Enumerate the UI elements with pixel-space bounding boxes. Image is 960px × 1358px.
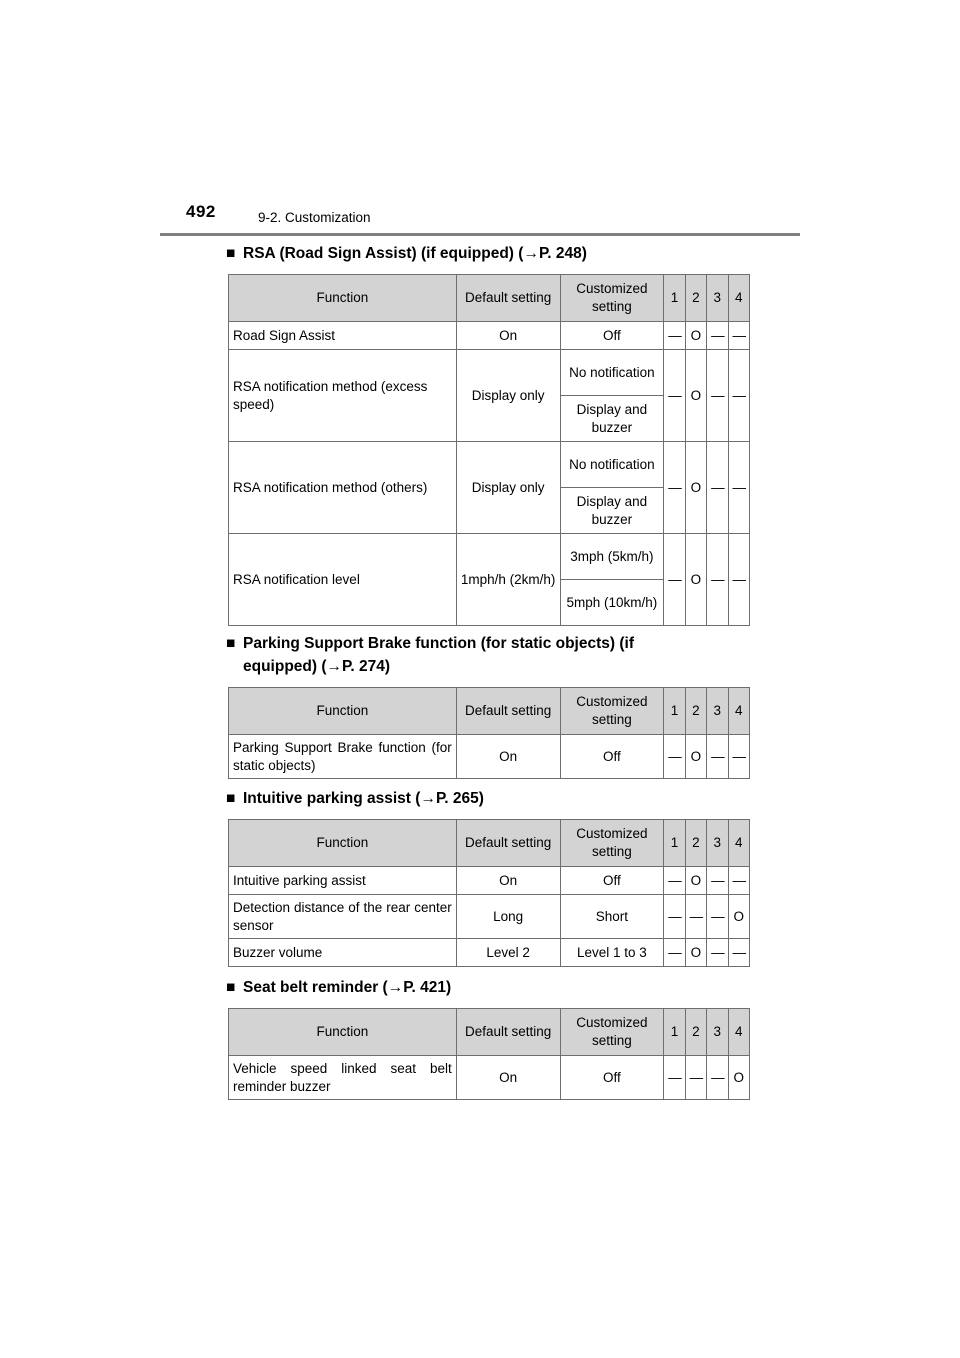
default-cell: On <box>456 322 560 350</box>
customized-cell: Off <box>560 1056 664 1100</box>
mode-cell: — <box>728 867 749 895</box>
mode-cell: — <box>707 735 728 779</box>
col-mode-1: 1 <box>664 1009 685 1056</box>
function-cell: Buzzer volume <box>229 939 457 967</box>
table-row <box>229 350 750 396</box>
col-mode-2: 2 <box>685 1009 706 1056</box>
col-mode-4: 4 <box>728 688 749 735</box>
square-bullet-icon: ■ <box>226 790 236 807</box>
mode-cell: O <box>685 534 706 626</box>
col-mode-3: 3 <box>707 820 728 867</box>
col-mode-2: 2 <box>685 688 706 735</box>
arrow-right-icon: → <box>326 658 343 675</box>
table-header-row <box>229 1009 750 1056</box>
col-customized: Customized setting <box>560 1009 664 1056</box>
mode-cell: O <box>685 442 706 534</box>
customized-cell: 3mph (5km/h) <box>560 534 664 580</box>
col-mode-1: 1 <box>664 275 685 322</box>
mode-cell: — <box>664 350 685 442</box>
default-cell: On <box>456 1056 560 1100</box>
col-function: Function <box>229 1009 457 1056</box>
function-cell: Detection distance of the rear center sensor <box>229 895 457 939</box>
default-cell: Long <box>456 895 560 939</box>
page-number: 492 <box>186 202 216 221</box>
mode-cell: — <box>707 867 728 895</box>
mode-cell: — <box>664 322 685 350</box>
mode-cell: — <box>728 735 749 779</box>
mode-cell: — <box>664 895 685 939</box>
customized-cell: Display and buzzer <box>560 488 664 534</box>
square-bullet-icon: ■ <box>226 635 236 652</box>
table-row <box>229 939 750 967</box>
table-row <box>229 1056 750 1100</box>
mode-cell: — <box>707 322 728 350</box>
mode-cell: — <box>664 939 685 967</box>
customized-cell: 5mph (10km/h) <box>560 580 664 626</box>
customized-cell: Level 1 to 3 <box>560 939 664 967</box>
col-default: Default setting <box>456 275 560 322</box>
col-mode-2: 2 <box>685 275 706 322</box>
table-header-row <box>229 275 750 322</box>
col-function: Function <box>229 820 457 867</box>
mode-cell: — <box>707 442 728 534</box>
customized-cell: No notification <box>560 442 664 488</box>
default-cell: On <box>456 867 560 895</box>
mode-cell: — <box>664 867 685 895</box>
function-cell: RSA notification method (others) <box>229 442 457 534</box>
arrow-right-icon: → <box>420 790 436 807</box>
table-row <box>229 322 750 350</box>
function-cell: Parking Support Brake function (for static objects) <box>229 735 457 779</box>
sbr-heading <box>226 976 451 999</box>
arrow-right-icon: → <box>387 979 404 996</box>
customized-cell: Off <box>560 867 664 895</box>
ipa-title: Intuitive parking assist ( <box>243 790 421 807</box>
col-function: Function <box>229 688 457 735</box>
col-customized: Customized setting <box>560 820 664 867</box>
psb-title-line1: Parking Support Brake function (for static objects) (if <box>243 635 634 652</box>
psb-title-line2: equipped) ( <box>243 658 327 675</box>
mode-cell: O <box>728 895 749 939</box>
function-cell: RSA notification level <box>229 534 457 626</box>
psb-heading <box>226 632 746 678</box>
table-row <box>229 735 750 779</box>
arrow-right-icon: → <box>523 245 539 262</box>
mode-cell: O <box>685 867 706 895</box>
sbr-table <box>228 1008 750 1100</box>
square-bullet-icon: ■ <box>226 979 236 996</box>
mode-cell: — <box>728 322 749 350</box>
col-function: Function <box>229 275 457 322</box>
mode-cell: — <box>707 534 728 626</box>
mode-cell: — <box>664 534 685 626</box>
mode-cell: O <box>685 735 706 779</box>
mode-cell: O <box>685 939 706 967</box>
mode-cell: — <box>728 350 749 442</box>
col-default: Default setting <box>456 820 560 867</box>
customized-cell: Off <box>560 322 664 350</box>
mode-cell: O <box>728 1056 749 1100</box>
mode-cell: — <box>728 939 749 967</box>
mode-cell: — <box>664 1056 685 1100</box>
square-bullet-icon: ■ <box>226 245 236 262</box>
psb-page-ref[interactable]: P. 274) <box>342 658 391 675</box>
function-cell: Road Sign Assist <box>229 322 457 350</box>
table-header-row <box>229 820 750 867</box>
col-mode-4: 4 <box>728 1009 749 1056</box>
table-row <box>229 867 750 895</box>
mode-cell: O <box>685 322 706 350</box>
mode-cell: — <box>685 895 706 939</box>
customized-cell: Display and buzzer <box>560 396 664 442</box>
customized-cell: No notification <box>560 350 664 396</box>
col-default: Default setting <box>456 688 560 735</box>
col-mode-1: 1 <box>664 820 685 867</box>
function-cell: Vehicle speed linked seat belt reminder buzzer <box>229 1056 457 1100</box>
col-mode-3: 3 <box>707 1009 728 1056</box>
function-cell: Intuitive parking assist <box>229 867 457 895</box>
col-customized: Customized setting <box>560 275 664 322</box>
mode-cell: — <box>685 1056 706 1100</box>
col-customized: Customized setting <box>560 688 664 735</box>
rsa-heading <box>226 242 587 265</box>
col-mode-3: 3 <box>707 275 728 322</box>
col-mode-2: 2 <box>685 820 706 867</box>
default-cell: Display only <box>456 442 560 534</box>
table-row <box>229 895 750 939</box>
rsa-table <box>228 274 750 626</box>
col-mode-4: 4 <box>728 275 749 322</box>
mode-cell: — <box>728 442 749 534</box>
table-row <box>229 534 750 580</box>
rsa-title: RSA (Road Sign Assist) (if equipped) ( <box>243 245 524 262</box>
mode-cell: — <box>728 534 749 626</box>
table-row <box>229 442 750 488</box>
ipa-heading <box>226 787 484 810</box>
default-cell: 1mph/h (2km/h) <box>456 534 560 626</box>
col-mode-4: 4 <box>728 820 749 867</box>
col-mode-3: 3 <box>707 688 728 735</box>
table-header-row <box>229 688 750 735</box>
mode-cell: O <box>685 350 706 442</box>
mode-cell: — <box>707 939 728 967</box>
default-cell: Display only <box>456 350 560 442</box>
sbr-title: Seat belt reminder ( <box>243 979 388 996</box>
mode-cell: — <box>707 1056 728 1100</box>
customized-cell: Off <box>560 735 664 779</box>
mode-cell: — <box>664 735 685 779</box>
psb-table <box>228 687 750 779</box>
rsa-page-ref[interactable]: P. 248) <box>538 245 587 262</box>
header-divider <box>160 233 800 236</box>
col-default: Default setting <box>456 1009 560 1056</box>
customized-cell: Short <box>560 895 664 939</box>
function-cell: RSA notification method (excess speed) <box>229 350 457 442</box>
mode-cell: — <box>707 895 728 939</box>
default-cell: Level 2 <box>456 939 560 967</box>
sbr-page-ref[interactable]: P. 421) <box>403 979 452 996</box>
col-mode-1: 1 <box>664 688 685 735</box>
mode-cell: — <box>707 350 728 442</box>
default-cell: On <box>456 735 560 779</box>
chapter-title: 9-2. Customization <box>258 210 371 225</box>
ipa-page-ref[interactable]: P. 265) <box>435 790 484 807</box>
mode-cell: — <box>664 442 685 534</box>
ipa-table <box>228 819 750 967</box>
